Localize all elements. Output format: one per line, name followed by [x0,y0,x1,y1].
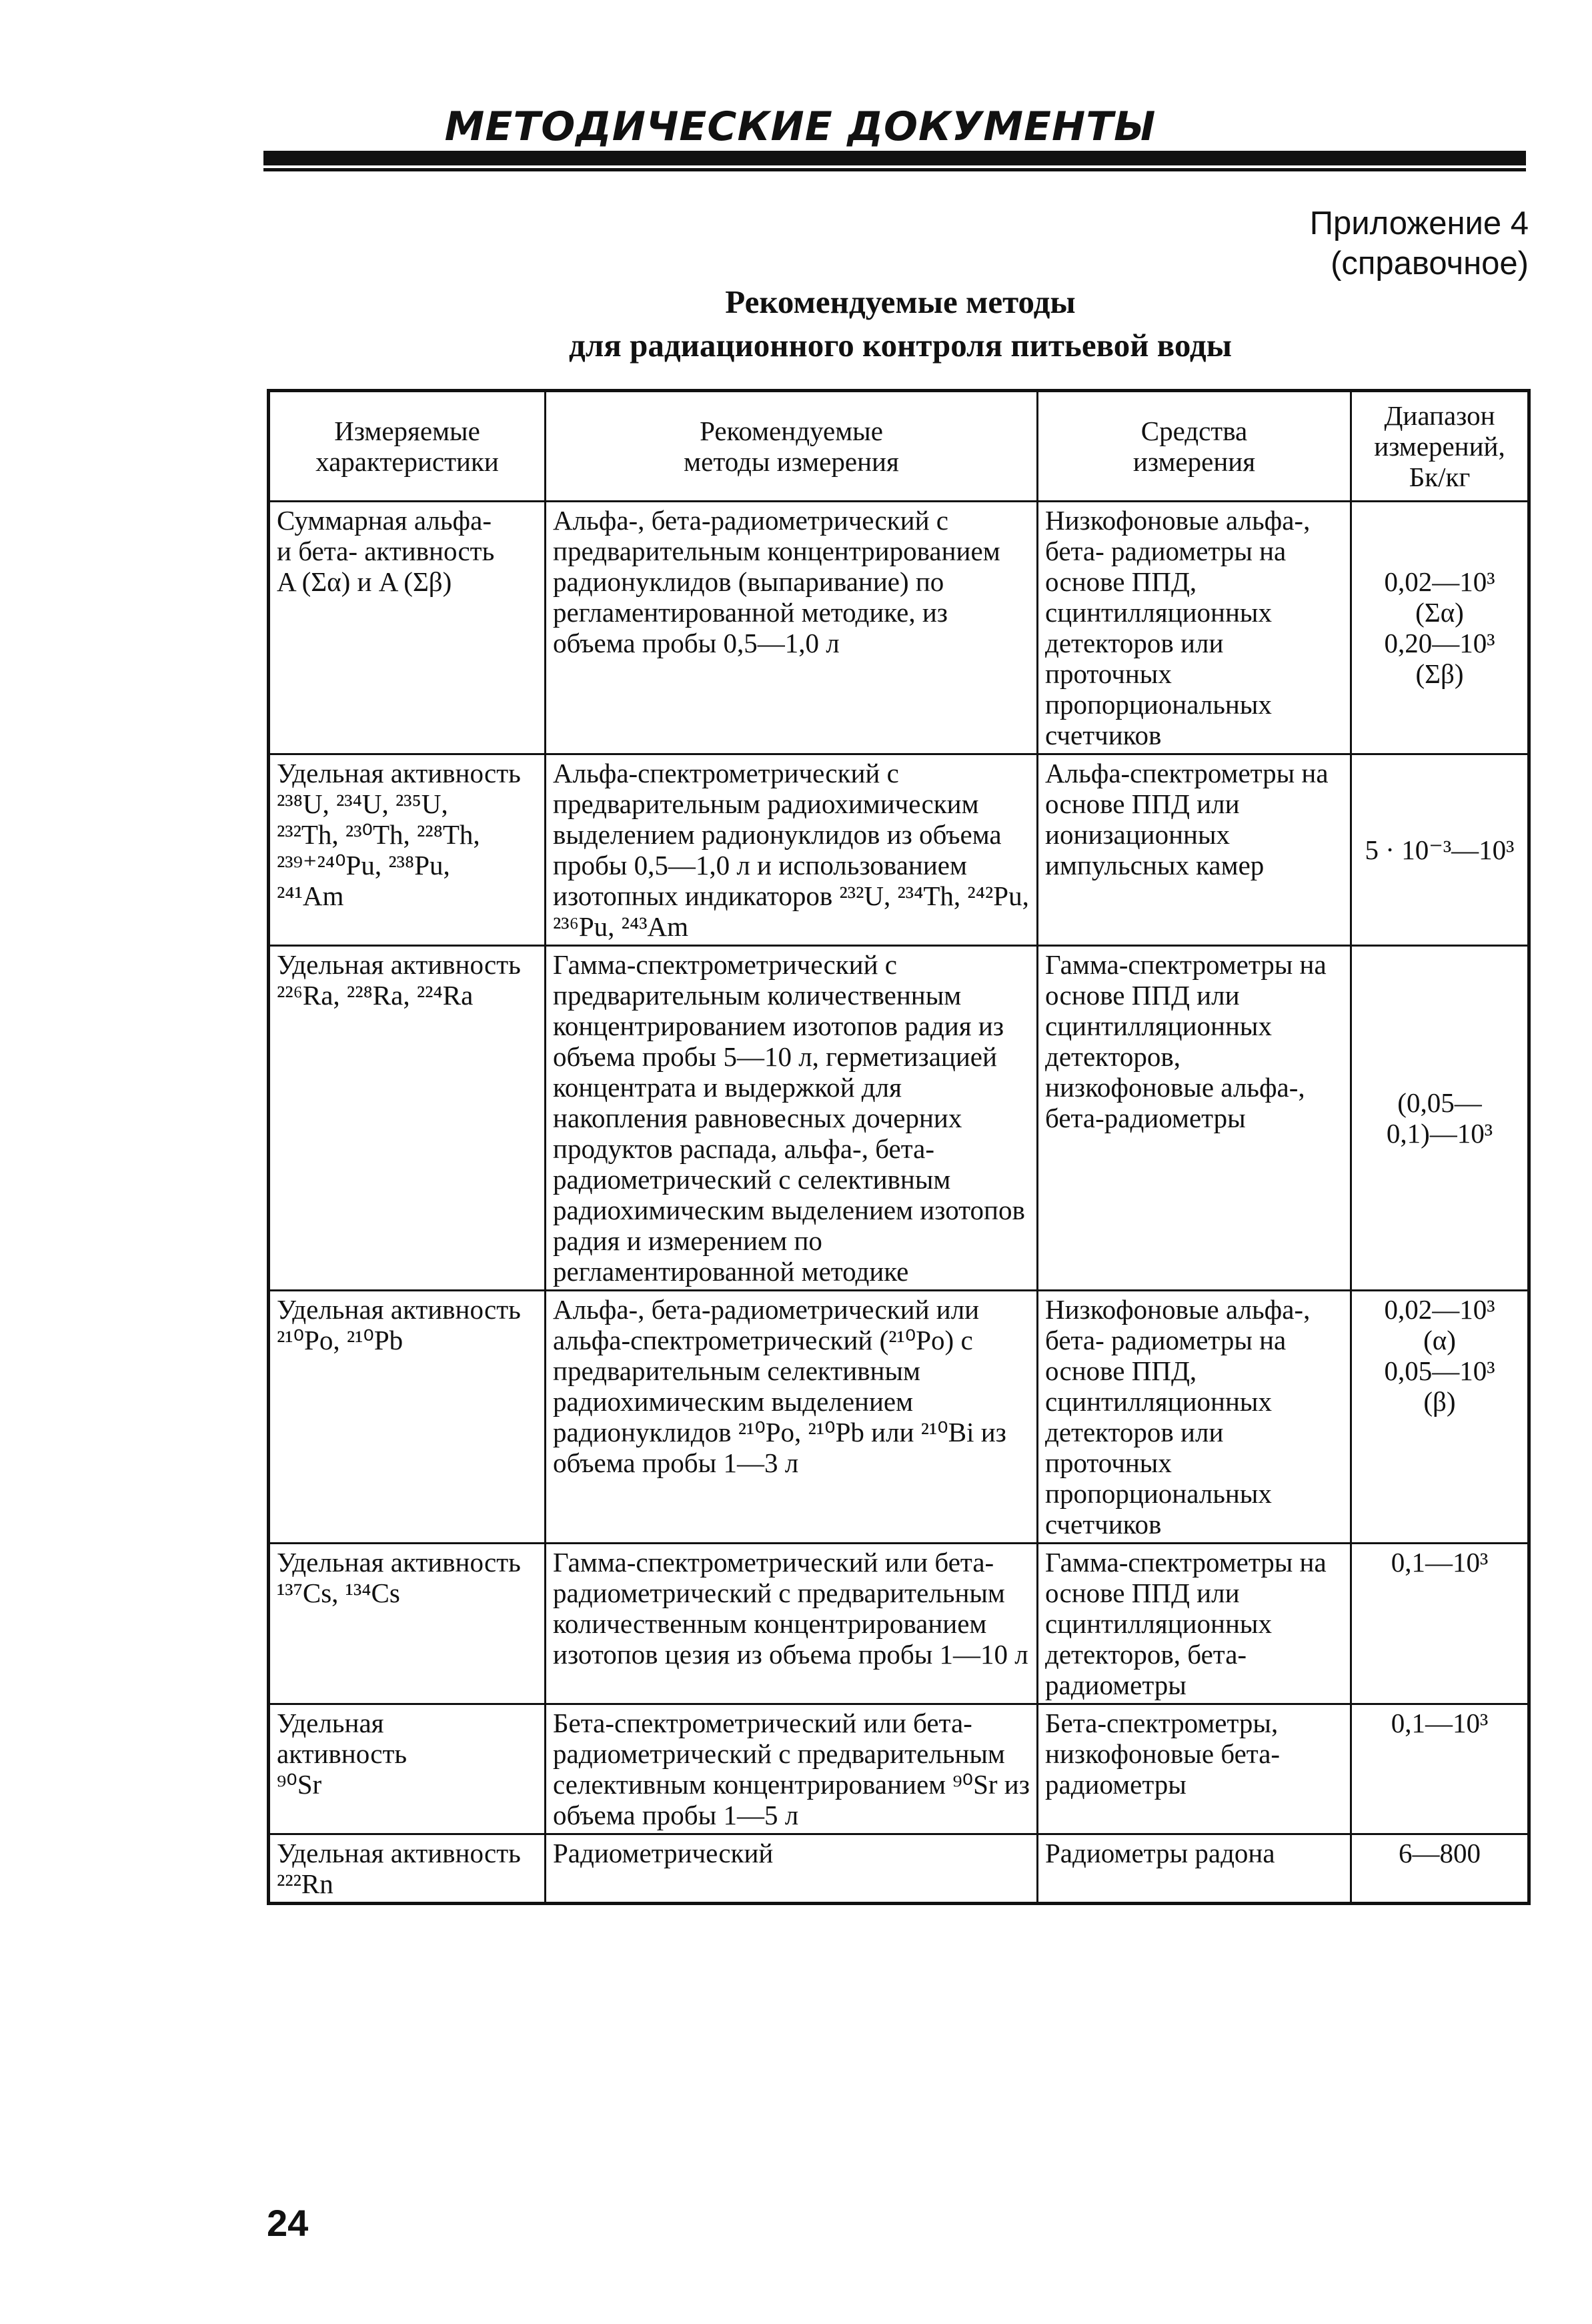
characteristic-cell: Удельная активность ²³⁸U, ²³⁴U, ²³⁵U, ²³²Th, ²³⁰Th, ²²⁸Th, ²³⁹⁺²⁴⁰Pu, ²³⁸Pu, ²⁴¹Am [269,754,546,946]
appendix-label [1310,203,1529,283]
instruments-cell: Бета-спектрометры, низкофоновые бета-радиометры [1038,1704,1351,1834]
characteristic-cell: Удельная активность ⁹⁰Sr [269,1704,546,1834]
header-rule-thick [263,151,1526,165]
table-header-row [269,391,1529,502]
document-title-line-2: для радиационного контроля питьевой воды [569,327,1232,364]
instruments-cell: Низкофоновые альфа-, бета- радиометры на основе ППД, сцинтилляционных детекторов или проточных пропорциональных счетчиков [1038,1291,1351,1544]
characteristic-cell: Суммарная альфа- и бета- активность A (Σα) и A (Σβ) [269,502,546,754]
appendix-number: Приложение 4 [1309,205,1529,241]
table-row [269,946,1529,1291]
document-title-line-1: Рекомендуемые методы [725,283,1076,320]
instruments-cell: Радиометры радона [1038,1834,1351,1904]
characteristic-cell: Удельная активность ¹³⁷Cs, ¹³⁴Cs [269,1544,546,1704]
range-cell: 6—800 [1351,1834,1529,1904]
header-rule-thin [263,168,1526,171]
method-cell: Альфа-, бета-радиометрический с предварительным концентрированием радионуклидов (выпаривание) по регламентированной методике, из объема пробы 0,5—1,0 л [546,502,1038,754]
table-row [269,1704,1529,1834]
range-cell: 5 · 10⁻³—10³ [1351,754,1529,946]
instruments-cell: Гамма-спектрометры на основе ППД или сцинтилляционных детекторов, низкофоновые альфа-, бета-радиометры [1038,946,1351,1291]
range-cell: 0,1—10³ [1351,1704,1529,1834]
table-row [269,754,1529,946]
method-cell: Бета-спектрометрический или бета-радиометрический с предварительным селективным концентрированием ⁹⁰Sr из объема пробы 1—5 л [546,1704,1038,1834]
column-header-range: Диапазон измерений, Бк/кг [1351,391,1529,502]
characteristic-cell: Удельная активность ²²⁶Ra, ²²⁸Ra, ²²⁴Ra [269,946,546,1291]
method-cell: Гамма-спектрометрический с предварительным количественным концентрированием изотопов радия из объема пробы 5—10 л, герметизацией концентрата и выдержкой для накопления равновесных дочерних продуктов распада, альфа-, бета-радиометрический с селективным радиохимическим выделением изотопов радия и измерением по регламентированной методике [546,946,1038,1291]
range-cell: 0,02—10³ (Σα) 0,20—10³ (Σβ) [1351,502,1529,754]
method-cell: Радиометрический [546,1834,1038,1904]
methods-table [267,389,1531,1905]
range-cell: 0,1—10³ [1351,1544,1529,1704]
method-cell: Гамма-спектрометрический или бета-радиометрический с предварительным количественным концентрированием изотопов цезия из объема пробы 1—10 л [546,1544,1038,1704]
appendix-type: (справочное) [1331,245,1529,281]
characteristic-cell: Удельная активность ²²²Rn [269,1834,546,1904]
table-row [269,502,1529,754]
instruments-cell: Альфа-спектрометры на основе ППД или ионизационных импульсных камер [1038,754,1351,946]
table-row [269,1544,1529,1704]
page-number: 24 [267,2202,309,2244]
method-cell: Альфа-, бета-радиометрический или альфа-спектрометрический (²¹⁰Po) с предварительным селективным радиохимическим выделением радионуклидов ²¹⁰Po, ²¹⁰Pb или ²¹⁰Bi из объема пробы 1—3 л [546,1291,1038,1544]
range-cell: 0,02—10³ (α) 0,05—10³ (β) [1351,1291,1529,1544]
document-title [400,280,1401,367]
instruments-cell: Гамма-спектрометры на основе ППД или сцинтилляционных детекторов, бета-радиометры [1038,1544,1351,1704]
table-row [269,1291,1529,1544]
column-header-characteristics: Измеряемые характеристики [269,391,546,502]
table-row [269,1834,1529,1904]
column-header-methods: Рекомендуемые методы измерения [546,391,1038,502]
characteristic-cell: Удельная активность ²¹⁰Po, ²¹⁰Pb [269,1291,546,1544]
method-cell: Альфа-спектрометрический с предварительным радиохимическим выделением радионуклидов из объема пробы 0,5—1,0 л и использованием изотопных индикаторов ²³²U, ²³⁴Th, ²⁴²Pu, ²³⁶Pu, ²⁴³Am [546,754,1038,946]
range-cell: (0,05— 0,1)—10³ [1351,946,1529,1291]
column-header-instruments: Средства измерения [1038,391,1351,502]
running-header-title: МЕТОДИЧЕСКИЕ ДОКУМЕНТЫ [444,103,1156,150]
instruments-cell: Низкофоновые альфа-, бета- радиометры на основе ППД, сцинтилляционных детекторов или проточных пропорциональных счетчиков [1038,502,1351,754]
